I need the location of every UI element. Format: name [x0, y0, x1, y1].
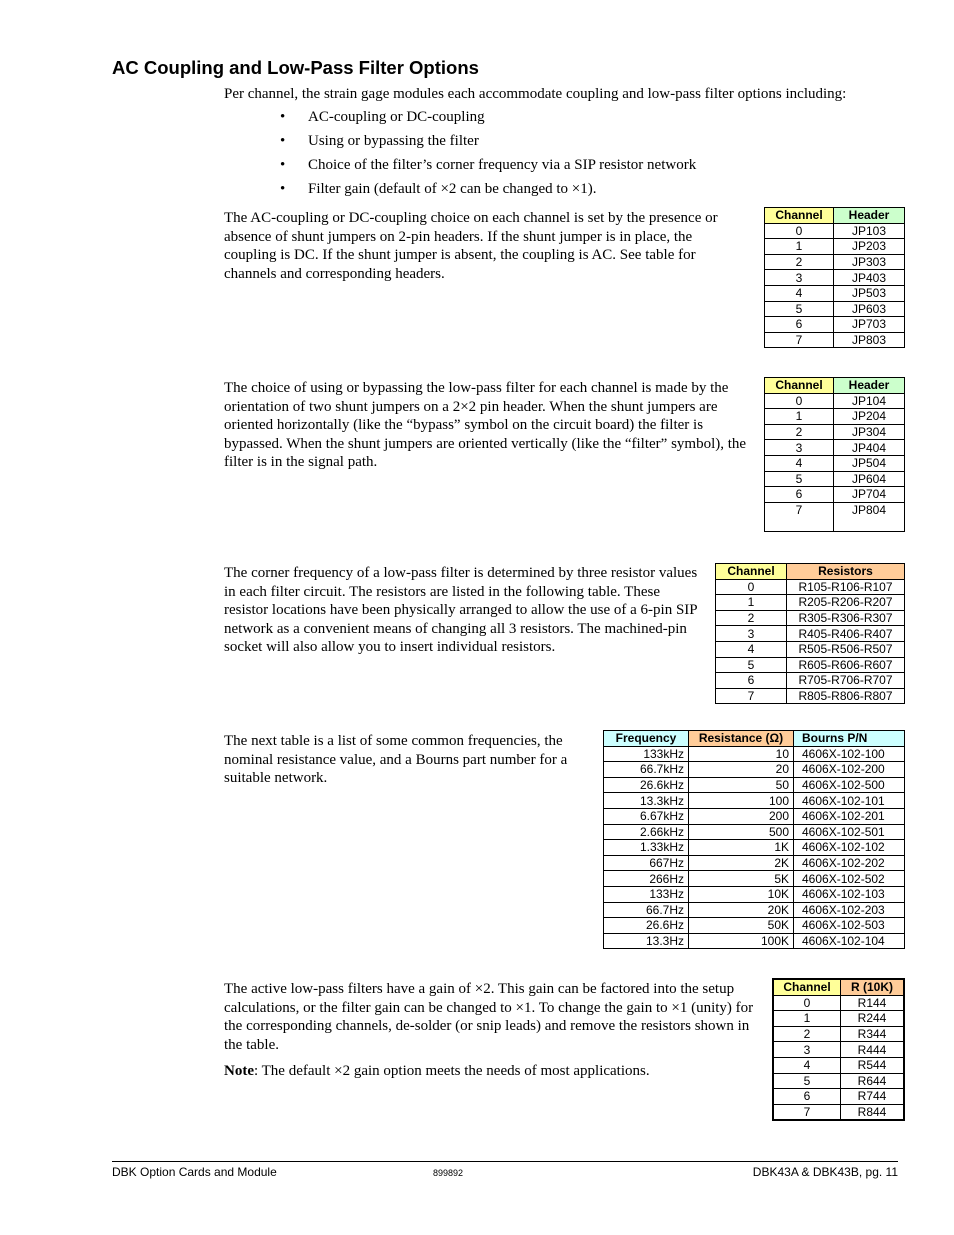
column-header: Channel: [716, 564, 787, 580]
table-row: 2 JP303: [765, 254, 905, 270]
column-header: Bourns P/N: [794, 731, 905, 747]
table-row: 4 JP504: [765, 455, 905, 471]
table-row: 66.7kHz 20 4606X-102-200: [604, 762, 905, 778]
table-row: 3 JP403: [765, 270, 905, 286]
filter-paragraph: The choice of using or bypassing the low-pass filter for each channel is made by the orientation of two shunt jumpers on a 2×2 pin header. When the shunt jumpers are oriented horizontally (like the “bypass” symbol on the circuit board) the filter is bypassed. When the shunt jumpers are oriented vertically (like the “filter” symbol), the filter is in the signal path.: [224, 380, 747, 470]
table-row: 2 JP304: [765, 424, 905, 440]
column-header: Channel: [773, 979, 841, 995]
footer-left: DBK Option Cards and Module: [112, 1165, 277, 1179]
section-heading: AC Coupling and Low-Pass Filter Options: [112, 57, 479, 78]
footer-divider: [112, 1161, 898, 1162]
table-row: 13.3kHz 100 4606X-102-101: [604, 793, 905, 809]
table-row: 4 JP503: [765, 285, 905, 301]
table-row: 133kHz 10 4606X-102-100: [604, 746, 905, 762]
corner-paragraph: The corner frequency of a low-pass filter is determined by three resistor values in each filter circuit. The resistors are listed in the following table. These resistor locations have been physically arranged to allow the use of a 6-pin SIP network as a convenient means of changing all 3 resistors. The machined-pin socket will also allow you to insert individual resistors.: [224, 565, 698, 655]
frequency-paragraph: The next table is a list of some common frequencies, the nominal resistance value, and a Bourns part number for a suitable network.: [224, 733, 568, 786]
table-row: 1 JP203: [765, 239, 905, 255]
column-header: Frequency: [604, 731, 689, 747]
table-row: 5 JP603: [765, 301, 905, 317]
table-row: 2 R344: [773, 1026, 904, 1042]
table-row: 0 JP104: [765, 393, 905, 409]
table-row: 6 JP704: [765, 487, 905, 503]
list-item: • Filter gain (default of ×2 can be changed to ×1).: [280, 181, 597, 197]
column-header: Resistors: [787, 564, 905, 580]
list-item: • Using or bypassing the filter: [280, 133, 479, 149]
table-row: 13.3Hz 100K 4606X-102-104: [604, 933, 905, 949]
coupling-paragraph: The AC-coupling or DC-coupling choice on each channel is set by the presence or absence of shunt jumpers on 2-pin headers. If the shunt jumper is in place, the coupling is DC. If the shunt jumper is absent, the coupling is AC. See table for channels and corresponding headers.: [224, 210, 718, 282]
table-row: 6 JP703: [765, 317, 905, 333]
list-item: • AC-coupling or DC-coupling: [280, 109, 485, 125]
table-row: 266Hz 5K 4606X-102-502: [604, 871, 905, 887]
table-row: 2.66kHz 500 4606X-102-501: [604, 824, 905, 840]
column-header: Header: [834, 378, 905, 394]
table-row: 1.33kHz 1K 4606X-102-102: [604, 840, 905, 856]
table-row: 2 R305-R306-R307: [716, 610, 905, 626]
table-row: 0 R105-R106-R107: [716, 579, 905, 595]
table-row: 1 R244: [773, 1011, 904, 1027]
gain-table: [772, 978, 905, 1121]
table-row: 0 JP103: [765, 223, 905, 239]
table-row: 667Hz 2K 4606X-102-202: [604, 855, 905, 871]
table-row: 0 R144: [773, 995, 904, 1011]
table-row: 7 JP803: [765, 332, 905, 348]
table-row: 7 R805-R806-R807: [716, 688, 905, 704]
table-row: 66.7Hz 20K 4606X-102-203: [604, 902, 905, 918]
note-text: : The default ×2 gain option meets the needs of most applications.: [254, 1063, 650, 1079]
intro-paragraph: Per channel, the strain gage modules each accommodate coupling and low-pass filter options including:: [224, 86, 847, 102]
table-row: 4 R544: [773, 1057, 904, 1073]
table-row: 6 R744: [773, 1089, 904, 1105]
table-row: 3 R405-R406-R407: [716, 626, 905, 642]
bullet-icon: •: [280, 157, 286, 173]
note-label: Note: [224, 1063, 254, 1079]
column-header: Header: [834, 208, 905, 224]
gain-paragraph: The active low-pass filters have a gain of ×2. This gain can be factored into the setup calculations, or the filter gain can be changed to ×1. To change the gain to ×1 (unity) for the corresponding channels, de-solder (or snip leads) and remove the resistors shown in the table.: [224, 981, 754, 1053]
options-list: [280, 107, 696, 203]
footer-docnum: 899892: [433, 1168, 464, 1178]
table-row: 5 R605-R606-R607: [716, 657, 905, 673]
note-paragraph: [224, 1062, 764, 1081]
column-header: R (10K): [841, 979, 905, 995]
table-row: 3 R444: [773, 1042, 904, 1058]
bullet-icon: •: [280, 109, 286, 125]
footer-page: DBK43A & DBK43B, pg. 11: [752, 1165, 898, 1179]
column-header: Resistance (Ω): [689, 731, 794, 747]
table-row: 5 R644: [773, 1073, 904, 1089]
table-row: 1 JP204: [765, 409, 905, 425]
filter-table: [764, 377, 905, 532]
table-row: 1 R205-R206-R207: [716, 595, 905, 611]
column-header: Channel: [765, 378, 834, 394]
table-row: 5 JP604: [765, 471, 905, 487]
table-row: 7 JP804: [765, 502, 905, 531]
bullet-icon: •: [280, 181, 286, 197]
table-row: 4 R505-R506-R507: [716, 641, 905, 657]
table-row: 133Hz 10K 4606X-102-103: [604, 886, 905, 902]
frequency-table: [603, 730, 905, 949]
column-header: Channel: [765, 208, 834, 224]
resistors-table: [715, 563, 905, 704]
bullet-icon: •: [280, 133, 286, 149]
table-row: 6.67kHz 200 4606X-102-201: [604, 808, 905, 824]
table-row: 6 R705-R706-R707: [716, 673, 905, 689]
table-row: 26.6kHz 50 4606X-102-500: [604, 777, 905, 793]
table-row: 3 JP404: [765, 440, 905, 456]
table-row: 26.6Hz 50K 4606X-102-503: [604, 918, 905, 934]
list-item: • Choice of the filter’s corner frequency via a SIP resistor network: [280, 157, 697, 173]
table-row: 7 R844: [773, 1104, 904, 1120]
coupling-table: [764, 207, 905, 348]
